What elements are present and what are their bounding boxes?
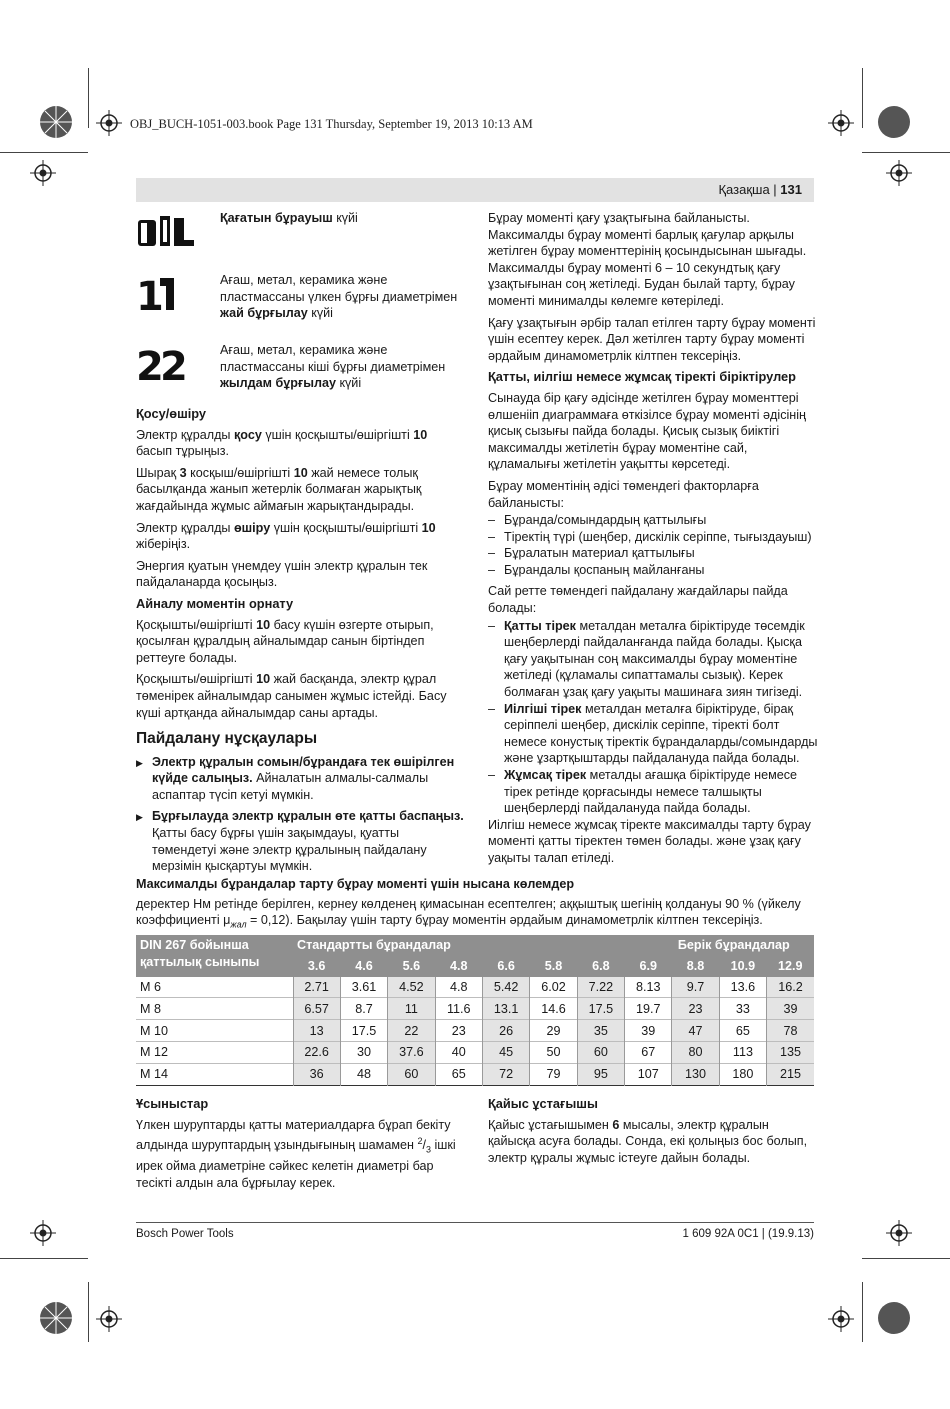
table-row — [136, 1063, 814, 1085]
torque-value-cell: 48 — [340, 1063, 387, 1085]
mode-gear-2-text — [220, 342, 466, 392]
gear-2-icon — [136, 344, 196, 384]
speed-heading: Айналу моментін орнату — [136, 595, 294, 611]
torque-value-cell: 26 — [482, 1020, 529, 1042]
torque-value-cell: 47 — [672, 1020, 719, 1042]
crop-line — [862, 68, 863, 128]
on-off-heading: Қосу/өшіру — [136, 406, 207, 421]
hardness-class-cell: 8.8 — [672, 956, 719, 977]
joints-paragraph-2: Бұрау моментінің әдісі төмендегі факторларға байланысты: — [488, 478, 759, 510]
registration-target-icon — [38, 104, 74, 140]
mode-impact-bold: Қағатын бұрауыш — [220, 211, 333, 225]
torque-value-cell: 78 — [767, 1020, 814, 1042]
list-item: – Тіректің түрі (шеңбер, дискілік серіппе, тығыздауыш) — [488, 529, 818, 546]
on-off-paragraph-1: Электр құралды қосу үшін қосқышты/өшіргішті 10 басып тұрыңыз. — [136, 427, 428, 459]
torque-value-cell: 40 — [435, 1041, 482, 1063]
torque-value-cell: 180 — [719, 1063, 766, 1085]
crosshair-icon — [828, 1306, 854, 1332]
tips-heading: Ұсыныстар — [136, 1096, 209, 1111]
list-item: ▶ Бұрғылауда электр құралын өте қатты баспаңыз. Қатты басу бұрғы үшін зақымдауы, қуатты төмендетуі және электр құралының пайдалану мерзімін қысқартуы мүмкін. — [136, 808, 466, 874]
factors-list — [488, 512, 818, 578]
registration-target-icon — [38, 1300, 74, 1336]
crosshair-icon — [886, 160, 912, 186]
torque-value-cell: 19.7 — [625, 998, 672, 1020]
belt-clip-paragraph: Қайыс ұстағышымен 6 мысалы, электр құралын қайысқа асуға болады. Сонда, екі қолыңыз бос болып, электр құралы жұмыс істеуге дайын болады. — [488, 1117, 808, 1165]
on-off-paragraph-4: Энергия қуатын үнемдеу үшін электр құралын тек пайдаланарда қосыңыз. — [136, 558, 428, 590]
hardness-class-cell: 5.8 — [530, 956, 577, 977]
mode-gear-2 — [136, 342, 466, 394]
list-item: – Иілгіші тірек металдан металға біріктіруде, бірақ серіппелі шеңбер, дискілік серіппе, тіректі болт немесе конустық тіректік бұрандаларды/сомындарды және ұзартқыштарды пайдалануда пайда болады. — [488, 701, 818, 767]
torque-value-cell: 22 — [388, 1020, 435, 1042]
page-header-label: Қазақша | 131 — [718, 182, 802, 197]
footer-rule — [136, 1222, 814, 1223]
on-off-paragraph-3: Электр құралды өшіру үшін қосқышты/өшіргішті 10 жіберіңіз. — [136, 520, 436, 552]
torque-value-cell: 95 — [577, 1063, 624, 1085]
footer-right: 1 609 92A 0C1 | (19.9.13) — [682, 1228, 814, 1240]
torque-value-cell: 14.6 — [530, 998, 577, 1020]
list-item: – Бұранда/сомындардың қаттылығы — [488, 512, 818, 529]
crop-line — [862, 152, 950, 153]
torque-table-note: деректер Нм ретінде берілген, кернеу көлденең қимасынан есептелген; аққыштық шегінің қолдануы 90 % (үйкелу коэффициенті $\mu_{жал} = 0,12$). Бақылау үшін тарту бұрау моментін әрдайым динамометрлік кілтпен тексеріңіз. — [136, 896, 801, 930]
mode-gear-2-desc: Ағаш, метал, керамика және пластмассаны кіші бұрғы диаметрімен — [220, 343, 446, 374]
torque-value-cell: 7.22 — [577, 977, 624, 998]
list-item: – Бұралатын материал қаттылығы — [488, 545, 818, 562]
torque-value-cell: 33 — [719, 998, 766, 1020]
hardness-class-cell: 4.8 — [435, 956, 482, 977]
torque-value-cell: 80 — [672, 1041, 719, 1063]
tips-paragraph: Үлкен шуруптарды қатты материалдарға бұрап бекіту алдында шуруптардың ұзындығының шамамен $^2/_3$ ішкі ирек ойма диаметріне сәйкес келетін диаметрі бар тесікті алдын ала бұрғылау керек. — [136, 1117, 456, 1191]
cases-list — [488, 618, 818, 817]
tips-section — [136, 1093, 466, 1197]
crop-line — [0, 1258, 88, 1259]
screw-size-cell: M 10 — [140, 1023, 168, 1038]
torque-value-cell: 50 — [530, 1041, 577, 1063]
torque-value-cell: 72 — [482, 1063, 529, 1085]
torque-value-cell: 45 — [482, 1041, 529, 1063]
screw-size-cell: M 14 — [140, 1067, 168, 1082]
crop-line — [88, 68, 89, 128]
print-info-line: OBJ_BUCH-1051-003.book Page 131 Thursday, September 19, 2013 10:13 AM — [130, 117, 533, 131]
table-row — [136, 998, 814, 1020]
torque-value-cell: 39 — [767, 998, 814, 1020]
mode-gear-1-suffix: күйі — [307, 306, 333, 321]
crosshair-icon — [96, 110, 122, 136]
registration-circle-icon — [876, 1300, 912, 1336]
crosshair-icon — [30, 1220, 56, 1246]
belt-clip-section — [488, 1093, 818, 1171]
standard-screws-header: Стандартты бұрандалар — [293, 935, 672, 956]
on-off-paragraph-2: Шырақ 3 косқыш/өшіргішті 10 жай немесе толық басылқанда жанып жетерлік болмаған жарықтық жағдайында жұмыс аймағын жарықтандырады. — [136, 465, 422, 513]
mode-gear-1-text — [220, 272, 466, 322]
crosshair-icon — [828, 110, 854, 136]
mode-gear-1 — [136, 272, 466, 330]
torque-value-cell: 107 — [625, 1063, 672, 1085]
table-row — [136, 1020, 814, 1042]
torque-value-cell: 65 — [435, 1063, 482, 1085]
table-row — [136, 1041, 814, 1063]
table-row — [136, 977, 814, 998]
svg-text:2: 2 — [160, 344, 188, 384]
hardness-class-cell: 6.6 — [482, 956, 529, 977]
svg-text:1: 1 — [136, 274, 164, 314]
cases-intro: Сай ретте төмендегі пайдалану жағдайлары пайда болады: — [488, 584, 788, 616]
torque-paragraph-1: Бұрау моменті қағу ұзақтығына байланысты. Максималды бұрау моменті барлық қағулар арқылы жетілген бұрау моменттерінің қосындысынан шығады. Максималды бұрау моменті 6 – 10 секундтық қағу ұзақтығынан соң жетіледі. Будан былай тарту, бұрау моменті минималды көлемге көтеріледі. — [488, 211, 807, 308]
hardness-class-cell: 5.6 — [388, 956, 435, 977]
left-column — [136, 210, 466, 880]
torque-value-cell: 4.52 — [388, 977, 435, 998]
torque-value-cell: 16.2 — [767, 977, 814, 998]
crop-line — [0, 152, 88, 153]
crop-line — [88, 1282, 89, 1342]
joints-heading: Қатты, иілгіш немесе жұмсақ тіректі біріктірулер — [488, 369, 796, 385]
torque-value-cell: 35 — [577, 1020, 624, 1042]
right-column — [488, 210, 818, 872]
torque-value-cell: 23 — [435, 1020, 482, 1042]
speed-paragraph-1: Қосқышты/өшіргішті 10 басу күшін өзгерте отырып, қосылған құралдың айналымдар санын біртіндеп реттеуге болады. — [136, 617, 434, 665]
mode-impact-text — [220, 210, 466, 227]
torque-value-cell: 13 — [293, 1020, 340, 1042]
torque-value-cell: 79 — [530, 1063, 577, 1085]
torque-value-cell: 23 — [672, 998, 719, 1020]
torque-table-intro — [136, 876, 826, 933]
torque-table-heading: Максималды бұрандалар тарту бұрау моменті үшін нысана көлемдер — [136, 877, 575, 891]
table-header-row — [136, 935, 814, 956]
hardness-class-cell: 3.6 — [293, 956, 340, 977]
torque-value-cell: 6.57 — [293, 998, 340, 1020]
crop-line — [862, 1282, 863, 1342]
torque-value-cell: 30 — [340, 1041, 387, 1063]
torque-value-cell: 4.8 — [435, 977, 482, 998]
hardness-class-cell: 4.6 — [340, 956, 387, 977]
footer-left: Bosch Power Tools — [136, 1228, 234, 1240]
torque-value-cell: 39 — [625, 1020, 672, 1042]
torque-value-cell: 8.7 — [340, 998, 387, 1020]
strong-screws-header: Берік бұрандалар — [672, 935, 814, 956]
hardness-class-cell: 12.9 — [767, 956, 814, 977]
crosshair-icon — [96, 1306, 122, 1332]
torque-value-cell: 22.6 — [293, 1041, 340, 1063]
screw-size-cell: M 8 — [140, 1001, 161, 1016]
registration-circle-icon — [876, 104, 912, 140]
torque-value-cell: 11 — [388, 998, 435, 1020]
torque-value-cell: 135 — [767, 1041, 814, 1063]
hardness-class-cell: 6.8 — [577, 956, 624, 977]
cases-conclusion: Иілгіш немесе жұмсақ тіректе максималды тарту бұрау моменті қатты тіректен төмен болады. және ұзақ қағу уақыты талап етіледі. — [488, 817, 811, 865]
chisel-hammer-icon — [136, 210, 196, 250]
usage-list — [136, 754, 466, 875]
torque-value-cell: 11.6 — [435, 998, 482, 1020]
speed-paragraph-2: Қосқышты/өшіргішті 10 жай басқанда, электр құрал төменірек айналымдар санымен жұмыс істейді. Басу күші артқанда айналымдар саны артады. — [136, 672, 447, 720]
torque-value-cell: 67 — [625, 1041, 672, 1063]
torque-value-cell: 65 — [719, 1020, 766, 1042]
mode-gear-1-bold: жай бұрғылау — [220, 306, 308, 321]
torque-value-cell: 17.5 — [340, 1020, 387, 1042]
torque-table — [136, 935, 814, 1086]
torque-value-cell: 113 — [719, 1041, 766, 1063]
crosshair-icon — [30, 160, 56, 186]
screw-size-cell: M 12 — [140, 1045, 168, 1060]
crosshair-icon — [886, 1220, 912, 1246]
torque-value-cell: 3.61 — [340, 977, 387, 998]
torque-value-cell: 37.6 — [388, 1041, 435, 1063]
torque-value-cell: 8.13 — [625, 977, 672, 998]
list-item: – Қатты тірек металдан металға біріктіруде төсемдік шеңберлерді пайдаланғанда пайда болады. Қысқа қағу уақытынан соң максималды бұрау моментіне жетіледі (құламалы сипаттамалы сызық). Керек болмаған ұзақ қағу уақыты машинаға зиян тигізеді. — [488, 618, 818, 701]
mode-impact — [136, 210, 466, 260]
gear-1-icon — [136, 274, 196, 314]
torque-value-cell: 6.02 — [530, 977, 577, 998]
mode-gear-1-desc: Ағаш, метал, керамика және пластмассаны үлкен бұрғы диаметрімен — [220, 273, 458, 304]
list-item: ▶ Электр құралын сомын/бұрандаға тек өшірілген күйде салыңыз. Айналатын алмалы-салмалы аспаптар түсіп кетуі мүмкін. — [136, 754, 466, 804]
torque-value-cell: 2.71 — [293, 977, 340, 998]
page-number: 131 — [780, 182, 802, 197]
section-name: Қазақша — [718, 182, 770, 197]
torque-value-cell: 17.5 — [577, 998, 624, 1020]
hardness-class-cell: 6.9 — [625, 956, 672, 977]
hardness-class-header: DIN 267 бойынша қаттылық сыныпы — [136, 935, 293, 977]
usage-heading: Пайдалану нұсқаулары — [136, 730, 318, 748]
torque-value-cell: 13.6 — [719, 977, 766, 998]
torque-value-cell: 29 — [530, 1020, 577, 1042]
page-header — [136, 178, 814, 202]
torque-value-cell: 130 — [672, 1063, 719, 1085]
mode-gear-2-suffix: күйі — [335, 376, 362, 391]
crop-line — [862, 1258, 950, 1259]
hardness-class-cell: 10.9 — [719, 956, 766, 977]
torque-value-cell: 5.42 — [482, 977, 529, 998]
torque-value-cell: 215 — [767, 1063, 814, 1085]
torque-value-cell: 60 — [577, 1041, 624, 1063]
list-item: – Жұмсақ тірек металды ағашқа біріктіруде немесе тірек ретінде қорғасынды немесе талшықты шеңберлерді пайдалануда пайда болады. — [488, 767, 818, 817]
belt-clip-heading: Қайыс ұстағышы — [488, 1096, 598, 1111]
torque-value-cell: 36 — [293, 1063, 340, 1085]
joints-paragraph-1: Сынауда бір қағу әдісінде жетілген бұрау моменттері өлшенііп диаграммаға өткізілсе бұрау моменті әдісінің қисық сызығы пайда болады. Қисық сызық биіктігі максималды жетілетін бұрау моментіне сай, құламалығы жетілетін уақытты көрсетеді. — [488, 390, 807, 472]
torque-paragraph-2: Қағу ұзақтығын әрбір талап етілген тарту бұрау моменті үшін есептеу керек. Дәл жетілген тарту бұрау моменті әрдайым динамометрлік кілтпен тексеріңіз. — [488, 315, 816, 363]
torque-value-cell: 9.7 — [672, 977, 719, 998]
mode-gear-2-bold: жылдам бұрғылау — [220, 376, 336, 391]
torque-value-cell: 60 — [388, 1063, 435, 1085]
mode-impact-suffix: күйі — [332, 211, 358, 225]
svg-text:2: 2 — [136, 344, 164, 384]
list-item: – Бұрандалы қоспаның майланғаны — [488, 562, 818, 579]
torque-value-cell: 13.1 — [482, 998, 529, 1020]
screw-size-cell: M 6 — [140, 979, 161, 994]
